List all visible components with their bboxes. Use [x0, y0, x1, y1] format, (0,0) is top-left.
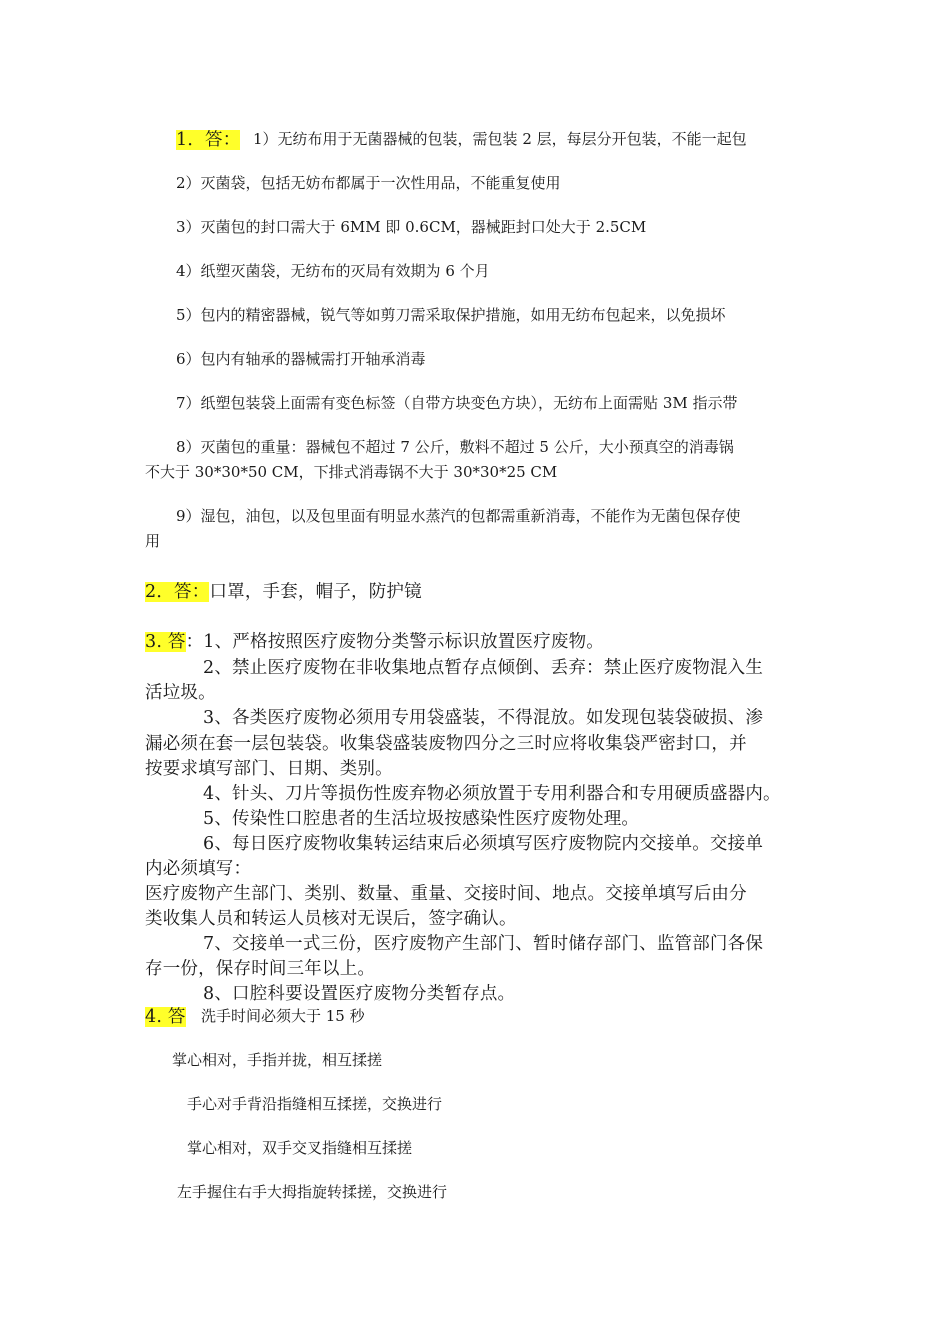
q3-line-15: 8、口腔科要设置医疗废物分类暂存点。: [203, 984, 516, 1004]
q3-line-5: 漏必须在套一层包装袋。收集袋盛装废物四分之三时应将收集袋严密封口，并: [145, 734, 747, 754]
q3-line-14: 存一份，保存时间三年以上。: [145, 959, 376, 979]
q1-item-6: 6）包内有轴承的器械需打开轴承消毒: [176, 350, 426, 368]
q1-item-1: 1）无纺布用于无菌器械的包装，需包装 2 层，每层分开包装，不能一起包: [253, 130, 747, 148]
q4-step-1: 掌心相对，手指并拢，相互揉搓: [172, 1051, 383, 1069]
q1-item-4: 4）纸塑灭菌袋，无纺布的灭局有效期为 6 个月: [176, 262, 490, 280]
q3-line-12: 类收集人员和转运人员核对无误后，签字确认。: [145, 909, 517, 929]
q3-text-1: ：1、严格按照医疗废物分类警示标识放置医疗废物。: [185, 632, 604, 652]
q3-line-10: 内必须填写：: [145, 859, 252, 879]
q4-step-3: 掌心相对，双手交叉指缝相互揉搓: [187, 1139, 413, 1157]
q1-answer-label: 1．答：: [176, 130, 241, 150]
q1-item-9: 9）湿包，油包，以及包里面有明显水蒸汽的包都需重新消毒，不能作为无菌包保存使: [176, 507, 741, 525]
q4-text: 洗手时间必须大于 15 秒: [201, 1007, 365, 1025]
q1-item-2: 2）灭菌袋，包括无妨布都属于一次性用品，不能重复使用: [176, 174, 561, 192]
q3-line-9: 6、每日医疗废物收集转运结束后必须填写医疗废物院内交接单。交接单: [203, 834, 764, 854]
q2-line: [145, 578, 422, 603]
q1-item-7: 7）纸塑包装袋上面需有变色标签（自带方块变色方块），无纺布上面需贴 3M 指示带: [176, 394, 738, 412]
q4-label-line: [145, 1003, 186, 1028]
q1-item-8-cont: 不大于 30*30*50 CM，下排式消毒锅不大于 30*30*25 CM: [145, 463, 558, 481]
q3-line-6: 按要求填写部门、日期、类别。: [145, 759, 393, 779]
q3-line-2: 2、禁止医疗废物在非收集地点暂存点倾倒、丢弃：禁止医疗废物混入生: [203, 658, 764, 678]
q3-line-7: 4、针头、刀片等损伤性废弃物必须放置于专用利器合和专用硬质盛器内。: [203, 784, 781, 804]
q1-item-3: 3）灭菌包的封口需大于 6MM 即 0.6CM，器械距封口处大于 2.5CM: [176, 218, 647, 236]
q3-answer-label: 3. 答: [145, 632, 186, 652]
q3-line-4: 3、各类医疗废物必须用专用袋盛装，不得混放。如发现包装袋破损、渗: [203, 708, 764, 728]
q4-step-2: 手心对手背沿指缝相互揉搓，交换进行: [187, 1095, 443, 1113]
q3-line-11: 医疗废物产生部门、类别、数量、重量、交接时间、地点。交接单填写后由分: [145, 884, 747, 904]
q1-item-9-cont: 用: [145, 532, 161, 550]
q3-line-1: [145, 628, 604, 653]
q3-line-8: 5、传染性口腔患者的生活垃圾按感染性医疗废物处理。: [203, 809, 640, 829]
q4-answer-label: 4. 答: [145, 1007, 186, 1027]
q4-step-4: 左手握住右手大拇指旋转揉搓，交换进行: [177, 1183, 448, 1201]
q3-line-13: 7、交接单一式三份，医疗废物产生部门、暂时储存部门、监管部门各保: [203, 934, 764, 954]
q1-item-8: 8）灭菌包的重量：器械包不超过 7 公斤，敷料不超过 5 公斤，大小预真空的消毒锅: [176, 438, 734, 456]
q3-line-3: 活垃圾。: [145, 683, 216, 703]
q2-answer-text: 口罩，手套，帽子，防护镜: [209, 582, 422, 602]
q2-answer-label: 2．答：: [145, 582, 210, 602]
q1-label-line: [176, 126, 240, 151]
q1-item-5: 5）包内的精密器械，锐气等如剪刀需采取保护措施，如用无纺布包起来，以免损坏: [176, 306, 726, 324]
